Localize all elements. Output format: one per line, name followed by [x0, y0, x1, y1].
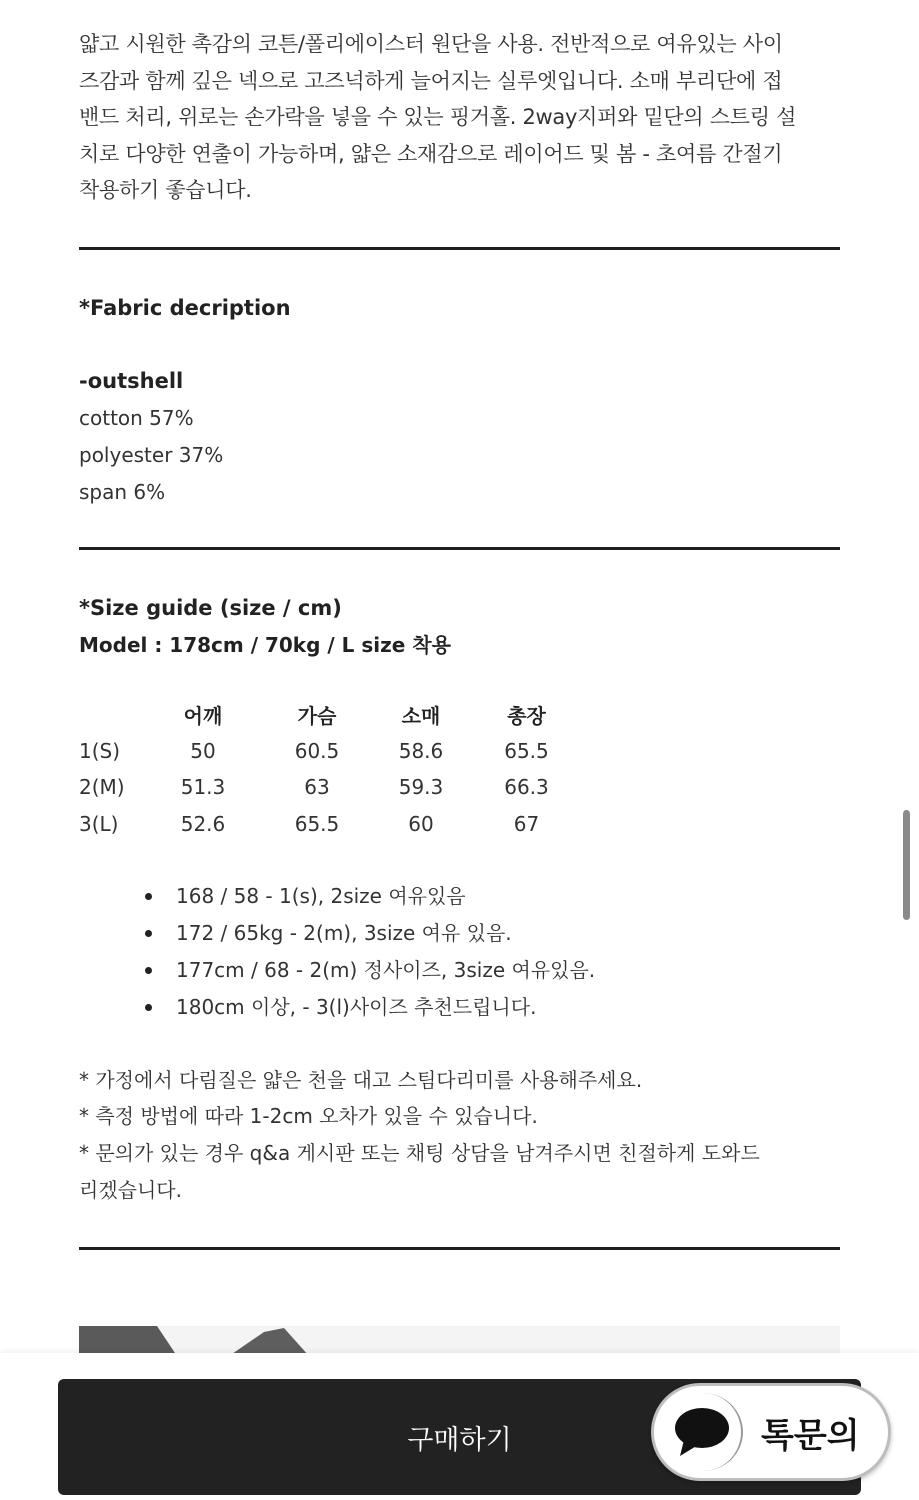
- table-cell: 51.3: [180, 775, 226, 800]
- divider: [79, 547, 840, 550]
- fabric-item: span 6%: [79, 479, 166, 504]
- fabric-item: polyester 37%: [79, 442, 224, 467]
- table-cell: 65.5: [504, 738, 549, 763]
- table-cell: 60: [408, 812, 434, 837]
- talk-inquiry-button[interactable]: [651, 1383, 891, 1481]
- care-note: * 문의가 있는 경우 q&a 게시판 또는 채팅 상담을 남겨주시면 친절하게 도와드: [79, 1141, 760, 1166]
- size-guide-title: *Size guide (size / cm): [79, 595, 342, 620]
- table-row: [79, 806, 597, 843]
- talk-inquiry-label: 톡문의: [761, 1415, 860, 1456]
- fabric-item: cotton 57%: [79, 405, 194, 430]
- bullet-icon: [145, 893, 152, 900]
- fabric-subtitle: -outshell: [79, 368, 184, 393]
- column-header: 가슴: [297, 703, 337, 728]
- intro-line: 얇고 시원한 촉감의 코튼/폴리에이스터 원단을 사용. 전반적으로 여유있는 사이: [79, 32, 783, 56]
- table-cell: 66.3: [504, 775, 549, 800]
- table-cell: 59.3: [398, 775, 444, 800]
- table-cell: 58.6: [398, 738, 444, 763]
- size-guide-section: [79, 590, 839, 1209]
- column-header: 소매: [401, 703, 441, 728]
- image-fragment: [79, 1326, 840, 1356]
- size-label: 2(M): [79, 775, 125, 800]
- table-cell: 50: [190, 738, 216, 763]
- intro-text: [79, 26, 839, 209]
- care-note: * 측정 방법에 따라 1-2cm 오차가 있을 수 있습니다.: [79, 1104, 538, 1129]
- product-description: [79, 26, 839, 1250]
- care-note: 리겠습니다.: [79, 1177, 182, 1202]
- table-cell: 60.5: [294, 738, 340, 763]
- care-notes: [79, 1062, 839, 1209]
- size-label: 3(L): [79, 812, 119, 837]
- intro-line: 착용하기 좋습니다.: [79, 178, 252, 203]
- list-item: 172 / 65kg - 2(m), 3size 여유 있음.: [79, 915, 839, 952]
- size-recommendations: [79, 878, 839, 1025]
- table-cell: 52.6: [180, 812, 226, 837]
- scrollbar-thumb[interactable]: [903, 810, 910, 920]
- table-header-row: [79, 696, 597, 733]
- model-info: Model : 178cm / 70kg / L size 착용: [79, 632, 451, 657]
- care-note: * 가정에서 다림질은 얇은 천을 대고 스팀다리미를 사용해주세요.: [79, 1067, 643, 1092]
- list-item: 168 / 58 - 1(s), 2size 여유있음: [79, 878, 839, 915]
- intro-line: 밴드 처리, 위로는 손가락을 넣을 수 있는 핑거홀. 2way지퍼와 밑단의 스트링 설: [79, 105, 797, 130]
- chat-bubble-icon: [663, 1393, 743, 1471]
- size-table: [79, 696, 597, 842]
- bullet-icon: [145, 967, 152, 974]
- product-image-preview: [79, 1326, 840, 1356]
- fabric-title: *Fabric decription: [79, 295, 291, 320]
- divider: [79, 1247, 840, 1250]
- buy-button-label: 구매하기: [407, 1424, 512, 1456]
- fabric-section: [79, 290, 839, 511]
- table-row: [79, 733, 597, 770]
- bullet-icon: [145, 1004, 152, 1011]
- table-cell: 63: [304, 775, 330, 800]
- list-item: 177cm / 68 - 2(m) 정사이즈, 3size 여유있음.: [79, 952, 839, 989]
- intro-line: 치로 다양한 연출이 가능하며, 얇은 소재감으로 레이어드 및 봄 - 초여름 간절기: [79, 141, 783, 166]
- intro-line: 즈감과 함께 깊은 넥으로 고즈넉하게 늘어지는 실루엣입니다. 소매 부리단에 접: [79, 68, 783, 93]
- size-label: 1(S): [79, 738, 121, 763]
- column-header: 어깨: [183, 703, 223, 728]
- divider: [79, 247, 840, 250]
- list-item: 180cm 이상, - 3(l)사이즈 추천드립니다.: [79, 989, 839, 1026]
- bullet-icon: [145, 930, 152, 937]
- table-cell: 65.5: [294, 812, 340, 837]
- column-header: 총장: [507, 703, 546, 728]
- chat-bubble-icon-svg: [672, 1406, 732, 1458]
- table-cell: 67: [513, 812, 540, 837]
- table-row: [79, 769, 597, 806]
